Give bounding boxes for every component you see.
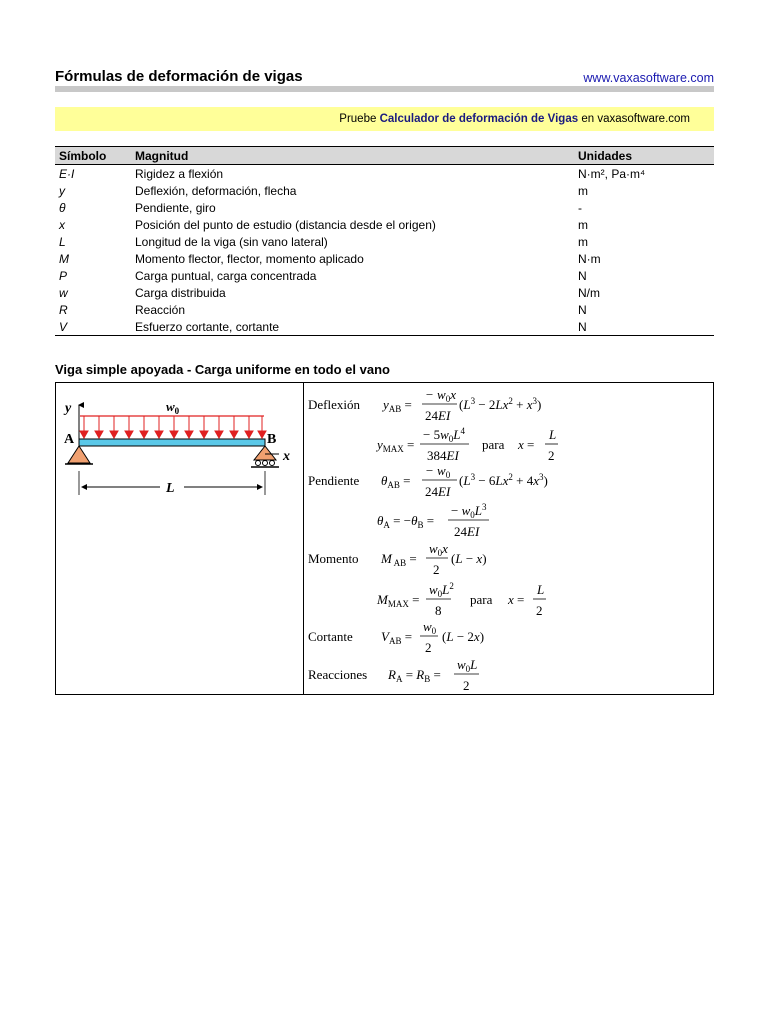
svg-text:MMAX =: $M_{MAX}$ = [377, 592, 420, 609]
table-row [55, 301, 714, 318]
symbol-cell: R [59, 302, 68, 317]
pin-support-a [68, 446, 90, 463]
support-a-label: A [64, 432, 75, 447]
units-cell: m [578, 217, 588, 232]
svg-text:x =: x = [518, 437, 535, 452]
length-label: L [166, 481, 175, 496]
units-cell: N [574, 318, 714, 336]
symbol-cell: E·I [59, 166, 75, 181]
units-cell: N·m², Pa·m⁴ [578, 166, 646, 181]
svg-text:(L3 − 2Lx2 + x3): $(L^3 - 2Lx^2 + x^3)$ [459, 396, 542, 412]
symbol-cell: x [59, 217, 65, 232]
formula-theta-a [377, 502, 489, 539]
label-cortante: Cortante [308, 629, 353, 644]
beam-diagram [62, 391, 296, 509]
svg-text:2: 2 [536, 603, 543, 618]
load-arrows [80, 416, 266, 438]
svg-text:para: para [470, 592, 493, 607]
svg-text:− w0L3: − $w_0L^3$ [451, 502, 487, 520]
svg-text:2: 2 [433, 562, 440, 577]
calculator-link[interactable]: Calculador de deformación de Vigas [379, 113, 579, 125]
svg-text:w0: $w_0$ [423, 619, 437, 636]
svg-text:(L − 2x): (L − 2x) [442, 629, 485, 644]
magnitude-cell: Pendiente, giro [135, 200, 216, 215]
svg-text:VAB =: $V_{AB}$ = [381, 629, 413, 646]
svg-text:24EI: 24EI [425, 408, 451, 423]
formula-reacciones [387, 657, 479, 693]
roller-support-b [254, 446, 276, 460]
symbol-cell: θ [59, 200, 66, 215]
col-units: Unidades [574, 147, 714, 165]
x-axis-label: x [283, 449, 290, 464]
formula-pendiente [381, 463, 548, 499]
magnitude-cell: Rigidez a flexión [135, 166, 224, 181]
page-title: Fórmulas de deformación de vigas [55, 68, 303, 85]
table-row [55, 165, 714, 183]
header-rule [55, 86, 714, 92]
label-momento: Momento [308, 551, 359, 566]
magnitude-cell: Esfuerzo cortante, cortante [131, 318, 574, 336]
table-row [55, 182, 714, 199]
table-row [55, 284, 714, 301]
symbol-cell: L [59, 234, 66, 249]
label-deflexion: Deflexión [308, 397, 360, 412]
svg-text:− 5w0L4: − $5w_0L^4$ [423, 426, 465, 444]
units-cell: N·m [578, 251, 601, 266]
units-cell: N/m [578, 285, 600, 300]
table-row [55, 250, 714, 267]
symbol-cell: M [59, 251, 69, 266]
formula-momento [380, 541, 487, 577]
svg-text:w0L2: $w_0L^2$ [429, 581, 454, 599]
svg-text:− w0: − $w_0$ [425, 463, 451, 480]
units-cell: - [578, 200, 582, 215]
magnitude-cell: Reacción [135, 302, 186, 317]
symbol-cell: w [59, 285, 68, 300]
table-row [55, 318, 714, 336]
label-reacciones: Reacciones [308, 667, 368, 682]
banner-prefix: Pruebe [339, 113, 377, 125]
formula-deflexion [381, 387, 541, 423]
magnitude-cell: Longitud de la viga (sin vano lateral) [135, 234, 328, 249]
svg-text:θA = −θB =: $\theta_A = -\theta_B$ = [377, 513, 435, 530]
magnitude-cell: Momento flector, flector, momento aplicado [135, 251, 364, 266]
units-cell: N [578, 302, 587, 317]
units-cell: m [578, 183, 588, 198]
svg-text:(L − x): (L − x) [451, 551, 487, 566]
formula-cortante [381, 619, 484, 655]
table-row [55, 199, 714, 216]
promo-banner [55, 107, 714, 131]
table-header-row [55, 147, 714, 165]
svg-text:24EI: 24EI [425, 484, 451, 499]
symbol-cell: y [59, 183, 65, 198]
magnitude-cell: Posición del punto de estudio (distancia desde el origen) [135, 217, 436, 232]
svg-text:yAB =: $y_{AB}$ = [383, 397, 412, 414]
para-label: para [482, 437, 505, 452]
units-cell: N [578, 268, 587, 283]
svg-text:w0x: $w_0x$ [429, 541, 448, 558]
svg-text:w0L: $w_0L$ [457, 657, 478, 674]
symbols-table [55, 146, 714, 336]
symbol-cell: V [55, 318, 131, 336]
load-label: $w_0$ [166, 399, 180, 416]
support-b-label: B [267, 432, 277, 447]
site-link[interactable]: www.vaxasoftware.com [583, 71, 714, 85]
beam-case-box [55, 382, 714, 695]
banner-suffix: en vaxasoftware.com [581, 113, 690, 125]
svg-text:2: 2 [425, 640, 432, 655]
box-divider [303, 383, 304, 694]
magnitude-cell: Carga puntual, carga concentrada [135, 268, 317, 283]
magnitude-cell: Carga distribuida [135, 285, 226, 300]
table-row [55, 267, 714, 284]
svg-text:M AB =: M $_{AB}$ = [381, 551, 417, 568]
col-magnitude: Magnitud [131, 147, 574, 165]
svg-text:RA = RB =: $R_A = R_B$ = [388, 667, 441, 684]
section-title: Viga simple apoyada - Carga uniforme en todo el vano [55, 362, 390, 377]
svg-text:θAB =: $\theta_{AB}$ = [381, 473, 411, 490]
formula-ymax [375, 426, 558, 463]
symbol-cell: P [59, 268, 68, 283]
svg-text:L: L [549, 427, 557, 442]
label-pendiente: Pendiente [308, 473, 360, 488]
table-row [55, 233, 714, 250]
beam [79, 439, 265, 446]
col-symbol: Símbolo [55, 147, 131, 165]
svg-text:2: 2 [463, 678, 470, 693]
svg-text:− w0x: − $w_0x$ [425, 387, 456, 404]
formulas-panel [305, 383, 710, 694]
formula-mmax [376, 581, 546, 618]
svg-text:L: L [537, 582, 545, 597]
magnitude-cell: Deflexión, deformación, flecha [135, 183, 297, 198]
svg-text:2: 2 [548, 448, 555, 463]
units-cell: m [578, 234, 588, 249]
svg-text:x =: x = [508, 592, 525, 607]
svg-text:8: 8 [435, 603, 442, 618]
svg-text:(L3 − 6Lx2 + 4x3): $(L^3 - 6Lx^2 + 4x^3)$ [459, 472, 548, 488]
svg-text:yMAX =: $y_{MAX}$ = [377, 437, 415, 454]
svg-text:384EI: 384EI [427, 448, 459, 463]
table-row [55, 216, 714, 233]
y-axis-label: y [65, 401, 72, 416]
svg-text:24EI: 24EI [454, 524, 480, 539]
